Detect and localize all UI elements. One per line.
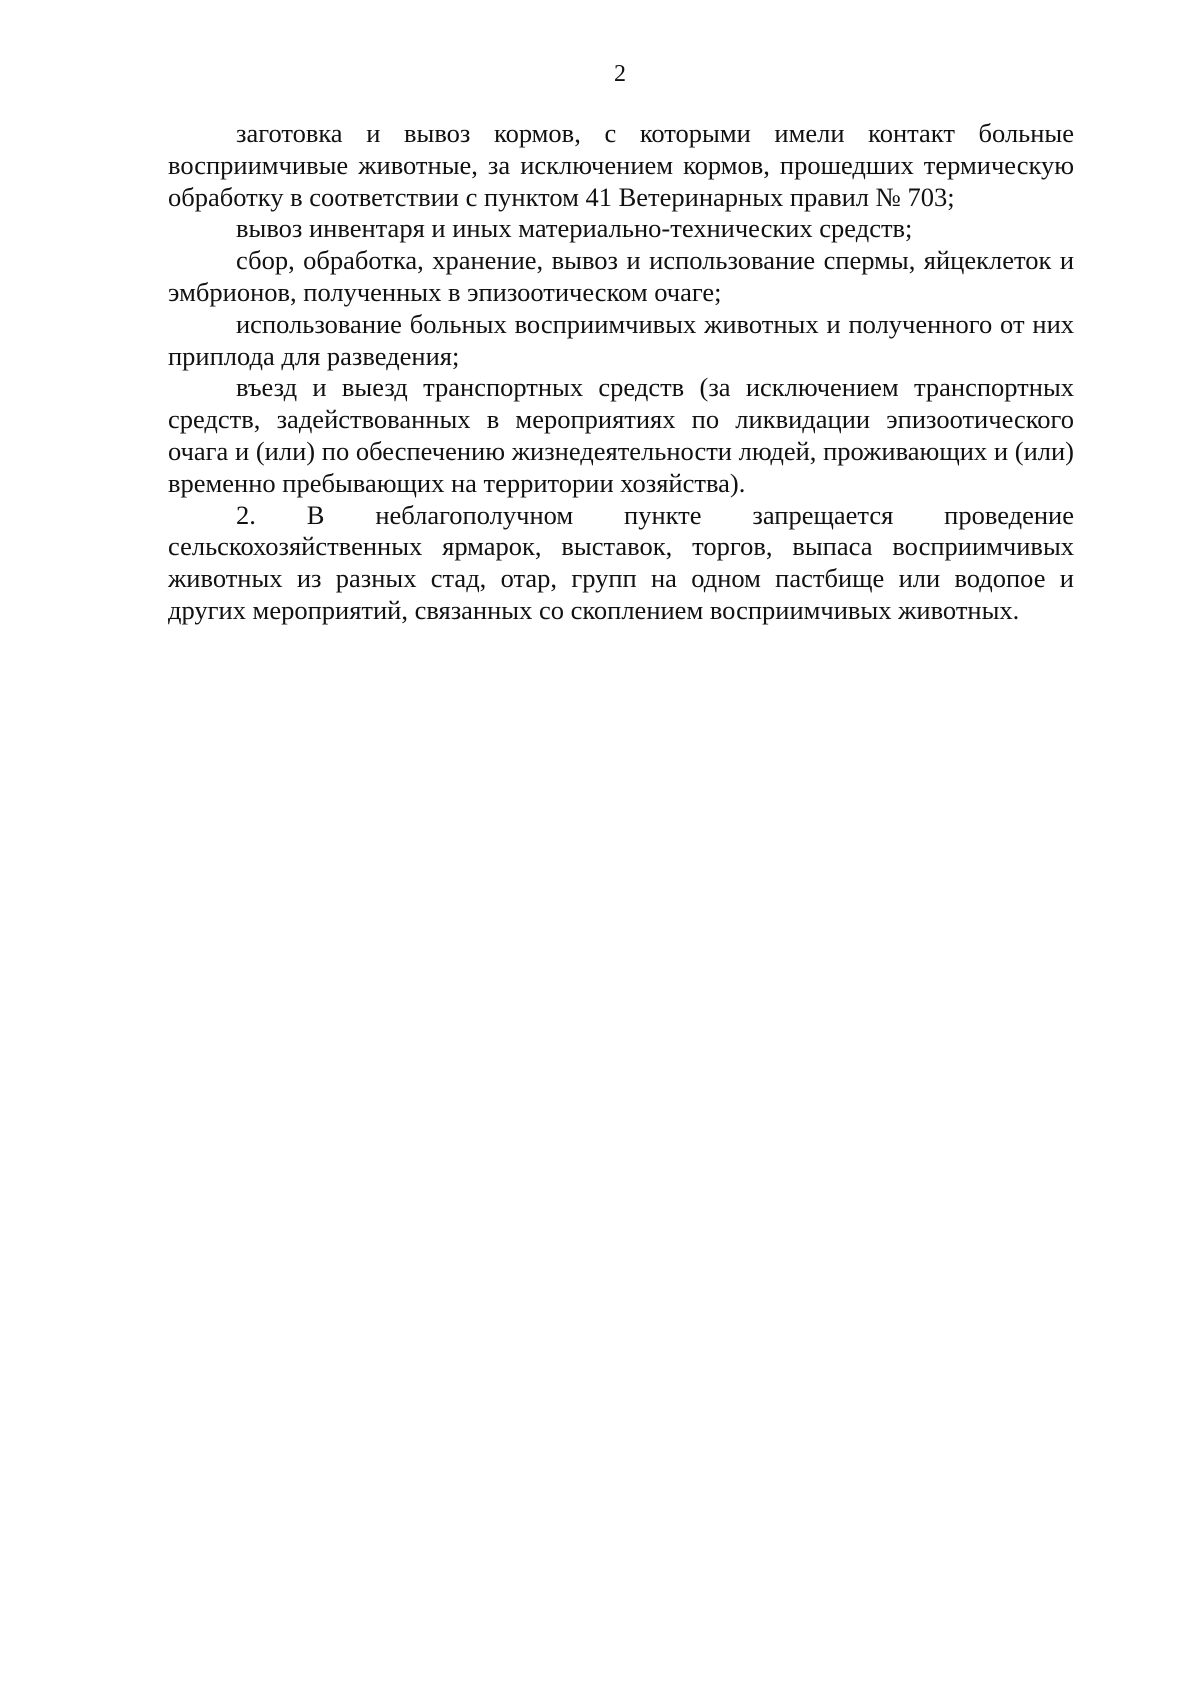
paragraph-sperm-embryos: сбор, обработка, хранение, вывоз и использование спермы, яйцеклеток и эмбрионов, полученных в эпизоотическом очаге; — [168, 245, 1074, 307]
page-number: 2 — [614, 61, 626, 87]
paragraph-feed-removal: заготовка и вывоз кормов, с которыми имели контакт больные восприимчивые животные, за исключением кормов, прошедших термическую обработку в соответствии с пунктом 41 Ветеринарных правил № 703; — [168, 118, 1074, 212]
paragraph-item-2: 2. В неблагополучном пункте запрещается проведение сельскохозяйственных ярмарок, выставок, торгов, выпаса восприимчивых животных из разных стад, отар, групп на одном пастбище или водопое и других мероприятий, связанных со скоплением восприимчивых животных. — [168, 499, 1074, 625]
paragraph-vehicle-entry: въезд и выезд транспортных средств (за исключением транспортных средств, задействованных в мероприятиях по ликвидации эпизоотического очага и (или) по обеспечению жизнедеятельности людей, проживающих и (или) временно пребывающих на территории хозяйства). — [168, 372, 1074, 498]
paragraph-inventory-removal: вывоз инвентаря и иных материально-технических средств; — [236, 213, 913, 244]
document-body — [168, 118, 1074, 627]
paragraph-breeding-use: использование больных восприимчивых животных и полученного от них приплода для разведения; — [168, 308, 1074, 371]
